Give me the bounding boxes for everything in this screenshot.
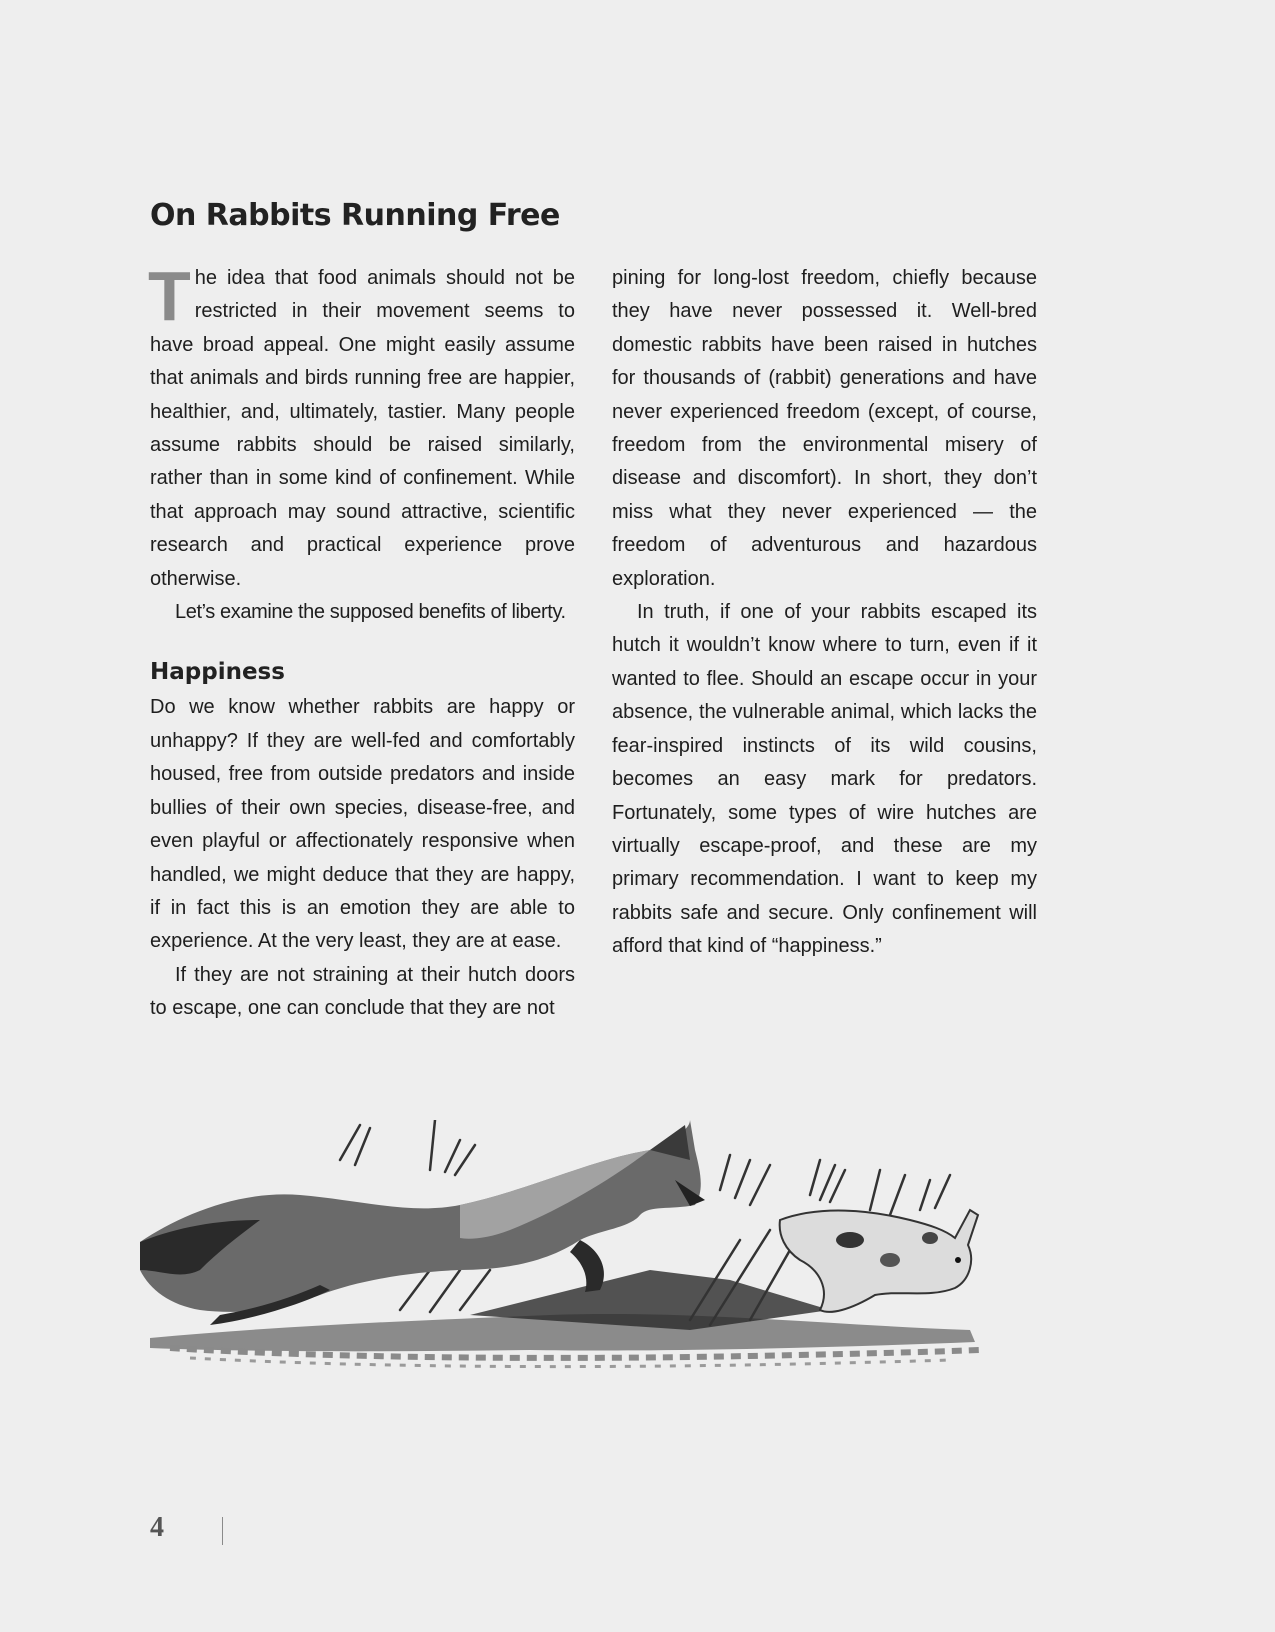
right-column: [612, 262, 1037, 964]
happiness-subhead: Happiness: [150, 659, 285, 686]
freedom-paragraph: pining for long-lost freedom, chiefly because they have never possessed it. Well-bred domestic rabbits have been raised in hutches for thousands of (rabbit) generations and have never experienced freedom (except, of course, freedom from the environmental misery of disease and discomfort). In short, they don’t miss what they never experienced — the freedom of adventurous and hazardous exploration.: [612, 267, 1037, 590]
drop-cap: T: [148, 257, 191, 335]
hutch-doors-paragraph: If they are not straining at their hutch doors to escape, one can conclude that they are not: [150, 963, 575, 1020]
rabbit-figure: [780, 1210, 978, 1312]
left-column: [148, 257, 575, 1026]
fox-chasing-rabbit-illustration: [130, 1120, 1030, 1410]
folio-divider: [222, 1517, 223, 1545]
intro-paragraph-text: he idea that food animals should not be restricted in their movement seems to have broad appeal. One might easily assume that animals and birds running free are happier, healthier, and, ultimately, tastier. Many people assume rabbits should be raised similarly, rather than in some kind of confinement. While that approach may sound attractive, scientific research and practical experience prove otherwise.: [150, 267, 575, 590]
escape-paragraph: In truth, if one of your rabbits escaped its hutch it wouldn’t know where to turn, even if it wanted to flee. Should an escape occur in your absence, the vulnerable animal, which lacks the fear-inspired instincts of its wild cousins, becomes an easy mark for predators. Fortunately, some types of wire hutches are virtually escape-proof, and these are my primary recommendation. I want to keep my rabbits safe and secure. Only confinement will afford that kind of “happiness.”: [612, 601, 1037, 958]
page-number: 4: [150, 1512, 164, 1543]
page-title: On Rabbits Running Free: [150, 198, 560, 233]
happiness-paragraph: Do we know whether rabbits are happy or unhappy? If they are well-fed and comfortably housed, free from outside predators and inside bullies of their own species, disease-free, and even playful or affectionately responsive when handled, we might deduce that they are happy, if in fact this is an emotion they are able to experience. At the very least, they are at ease.: [150, 696, 575, 953]
intro-paragraph: [148, 257, 575, 596]
liberty-paragraph: Let’s examine the supposed benefits of liberty.: [175, 601, 566, 624]
